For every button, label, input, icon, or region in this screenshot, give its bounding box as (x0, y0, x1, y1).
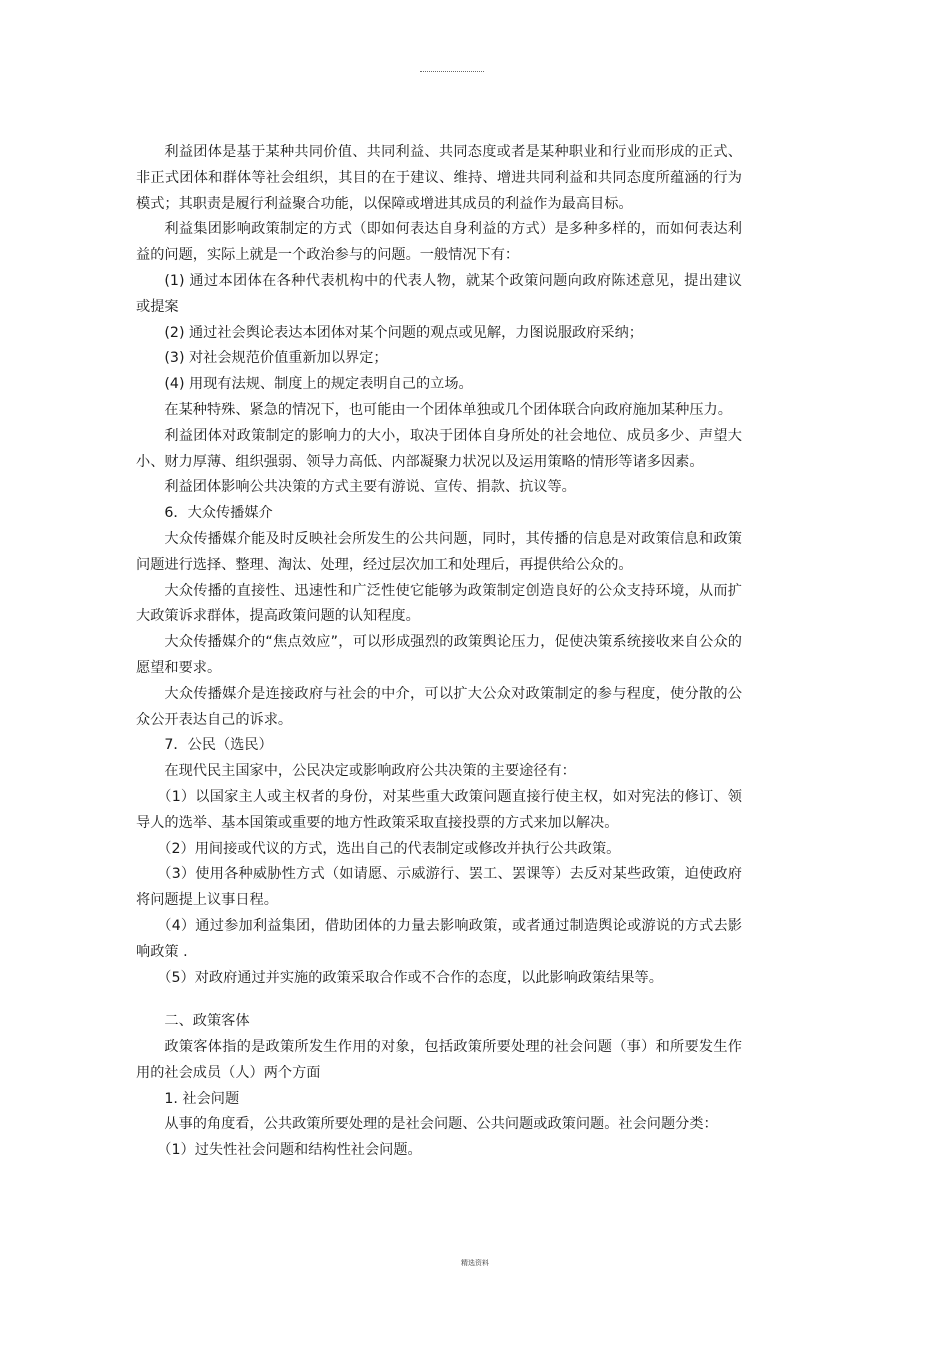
section-heading-policy-object: 二、政策客体 (164, 1013, 250, 1030)
citizen-channel-5: （5）对政府通过并实施的政策采取合作或不合作的态度，以此影响政策结果等。 (157, 969, 663, 986)
paragraph-social-problem-classification: 从事的角度看，公共政策所要处理的是社会问题、公共问题或政策问题。社会问题分类： (164, 1116, 718, 1133)
section-heading-citizens: 7．公民（选民） (164, 737, 273, 754)
paragraph-policy-object-definition: 政策客体指的是政策所发生作用的对象，包括政策所要处理的社会问题（事）和所要发生作用的社会成员（人）两个方面 (136, 1039, 742, 1081)
paragraph-citizen-channels: 在现代民主国家中，公民决定或影响政府公共决策的主要途径有： (164, 763, 576, 780)
list-item-1: (1) 通过本团体在各种代表机构中的代表人物，就某个政策问题向政府陈述意见，提出建议或提案 (136, 272, 742, 315)
paragraph-media-characteristics: 大众传播的直接性、迅速性和广泛性使它能够为政策制定创造良好的公众支持环境，从而扩大政策诉求群体，提高政策问题的认知程度。 (136, 582, 742, 625)
paragraph-media-reflects-problems: 大众传播媒介能及时反映社会所发生的公共问题，同时，其传播的信息是对政策信息和政策问题进行选择、整理、淘汰、处理，经过层次加工和处理后，再提供给公众的。 (136, 530, 742, 573)
list-item-4: (4) 用现有法规、制度上的规定表明自己的立场。 (164, 376, 473, 393)
list-item-2: (2) 通过社会舆论表达本团体对某个问题的观点或见解，力图说服政府采纳； (164, 324, 643, 341)
paragraph-interest-expression-methods: 利益集团影响政策制定的方式（即如何表达自身利益的方式）是多种多样的，而如何表达利益的问题，实际上就是一个政治参与的问题。一般情况下有： (136, 221, 742, 264)
paragraph-media-focus-effect: 大众传播媒介的“焦点效应”，可以形成强烈的政策舆论压力，促使决策系统接收来自公众的愿望和要求。 (136, 634, 742, 676)
list-item-3: (3) 对社会规范价值重新加以界定； (164, 350, 388, 367)
citizen-channel-3: （3）使用各种威胁性方式（如请愿、示威游行、罢工、罢课等）去反对某些政策，迫使政府将问题提上议事日程。 (136, 866, 742, 909)
section-spacer (136, 991, 742, 1009)
paragraph-influence-factors: 利益团体对政策制定的影响力的大小，取决于团体自身所处的社会地位、成员多少、声望大小、财力厚薄、组织强弱、领导力高低、内部凝聚力状况以及运用策略的情形等诸多因素。 (136, 427, 742, 470)
section-heading-mass-media: 6．大众传播媒介 (164, 505, 273, 522)
paragraph-emergency-pressure: 在某种特殊、紧急的情况下，也可能由一个团体单独或几个团体联合向政府施加某种压力。 (164, 401, 732, 418)
paragraph-interest-group-definition: 利益团体是基于某种共同价值、共同利益、共同态度或者是某种职业和行业而形成的正式、非正式团体和群体等社会组织，其目的在于建议、维持、增进共同利益和共同态度所蕴涵的行为模式；其职责是履行利益聚合功能，以保障或增进其成员的利益作为最高目标。 (136, 144, 742, 212)
paragraph-influence-methods: 利益团体影响公共决策的方式主要有游说、宣传、捐款、抗议等。 (164, 479, 576, 496)
paragraph-media-intermediary: 大众传播媒介是连接政府与社会的中介，可以扩大公众对政策制定的参与程度，使分散的公众公开表达自己的诉求。 (136, 685, 742, 728)
header-dotted-rule (420, 71, 484, 72)
subheading-social-problems: 1. 社会问题 (164, 1090, 240, 1107)
citizen-channel-2: （2）用间接或代议的方式，选出自己的代表制定或修改并执行公共政策。 (157, 840, 621, 857)
page-footer: 精选资料 (461, 1259, 489, 1267)
citizen-channel-4: （4）通过参加利益集团，借助团体的力量去影响政策，或者通过制造舆论或游说的方式去影响政策 . (136, 917, 742, 960)
citizen-channel-1: （1）以国家主人或主权者的身份，对某些重大政策问题直接行使主权，如对宪法的修订、领导人的选举、基本国策或重要的地方性政策采取直接投票的方式来加以解决。 (136, 788, 742, 831)
document-body (136, 140, 742, 1164)
social-problem-type-1: （1）过失性社会问题和结构性社会问题。 (157, 1142, 422, 1159)
